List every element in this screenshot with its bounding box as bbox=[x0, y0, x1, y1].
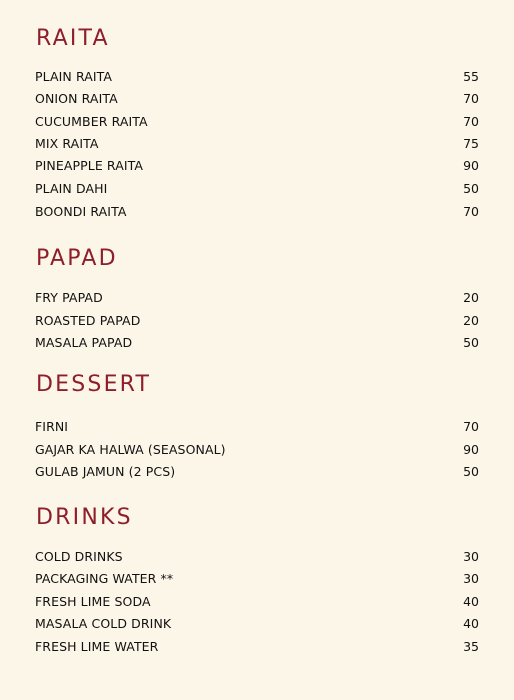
item-name: BOONDI RAITA bbox=[35, 204, 127, 219]
menu-item bbox=[0, 593, 514, 611]
menu-item bbox=[0, 68, 514, 86]
item-price: 20 bbox=[463, 290, 479, 305]
item-price: 70 bbox=[463, 419, 479, 434]
menu-item bbox=[0, 203, 514, 221]
item-price: 90 bbox=[463, 442, 479, 457]
menu-item bbox=[0, 113, 514, 131]
item-name: GULAB JAMUN (2 PCS) bbox=[35, 464, 176, 479]
menu-item bbox=[0, 90, 514, 108]
item-name: MIX RAITA bbox=[35, 136, 99, 151]
item-price: 30 bbox=[463, 549, 479, 564]
menu-item bbox=[0, 548, 514, 566]
item-name: PACKAGING WATER ** bbox=[35, 571, 174, 586]
section-title: RAITA bbox=[36, 26, 110, 51]
item-name: GAJAR KA HALWA (SEASONAL) bbox=[35, 442, 226, 457]
item-price: 40 bbox=[463, 594, 479, 609]
item-price: 20 bbox=[463, 313, 479, 328]
item-name: COLD DRINKS bbox=[35, 549, 123, 564]
item-name: FRY PAPAD bbox=[35, 290, 103, 305]
item-name: PLAIN DAHI bbox=[35, 181, 108, 196]
item-price: 70 bbox=[463, 204, 479, 219]
menu-item bbox=[0, 615, 514, 633]
section-title: PAPAD bbox=[36, 246, 118, 271]
item-price: 35 bbox=[463, 639, 479, 654]
menu-item bbox=[0, 289, 514, 307]
item-name: FRESH LIME WATER bbox=[35, 639, 159, 654]
item-name: PLAIN RAITA bbox=[35, 69, 113, 84]
section-title: DESSERT bbox=[36, 372, 152, 397]
item-name: FRESH LIME SODA bbox=[35, 594, 151, 609]
item-price: 50 bbox=[463, 335, 479, 350]
section-title: DRINKS bbox=[36, 505, 133, 530]
item-name: PINEAPPLE RAITA bbox=[35, 158, 144, 173]
item-name: CUCUMBER RAITA bbox=[35, 114, 148, 129]
menu-item bbox=[0, 463, 514, 481]
menu-item bbox=[0, 157, 514, 175]
item-name: FIRNI bbox=[35, 419, 69, 434]
item-name: ROASTED PAPAD bbox=[35, 313, 141, 328]
menu-item bbox=[0, 312, 514, 330]
item-name: ONION RAITA bbox=[35, 91, 118, 106]
item-price: 75 bbox=[463, 136, 479, 151]
item-name: MASALA COLD DRINK bbox=[35, 616, 172, 631]
menu-item bbox=[0, 180, 514, 198]
item-price: 50 bbox=[463, 181, 479, 196]
menu-item bbox=[0, 570, 514, 588]
menu-item bbox=[0, 135, 514, 153]
menu-item bbox=[0, 638, 514, 656]
item-price: 55 bbox=[463, 69, 479, 84]
menu-item bbox=[0, 334, 514, 352]
item-price: 70 bbox=[463, 91, 479, 106]
menu-item bbox=[0, 418, 514, 436]
item-name: MASALA PAPAD bbox=[35, 335, 133, 350]
item-price: 70 bbox=[463, 114, 479, 129]
item-price: 90 bbox=[463, 158, 479, 173]
item-price: 40 bbox=[463, 616, 479, 631]
item-price: 50 bbox=[463, 464, 479, 479]
menu-item bbox=[0, 441, 514, 459]
item-price: 30 bbox=[463, 571, 479, 586]
